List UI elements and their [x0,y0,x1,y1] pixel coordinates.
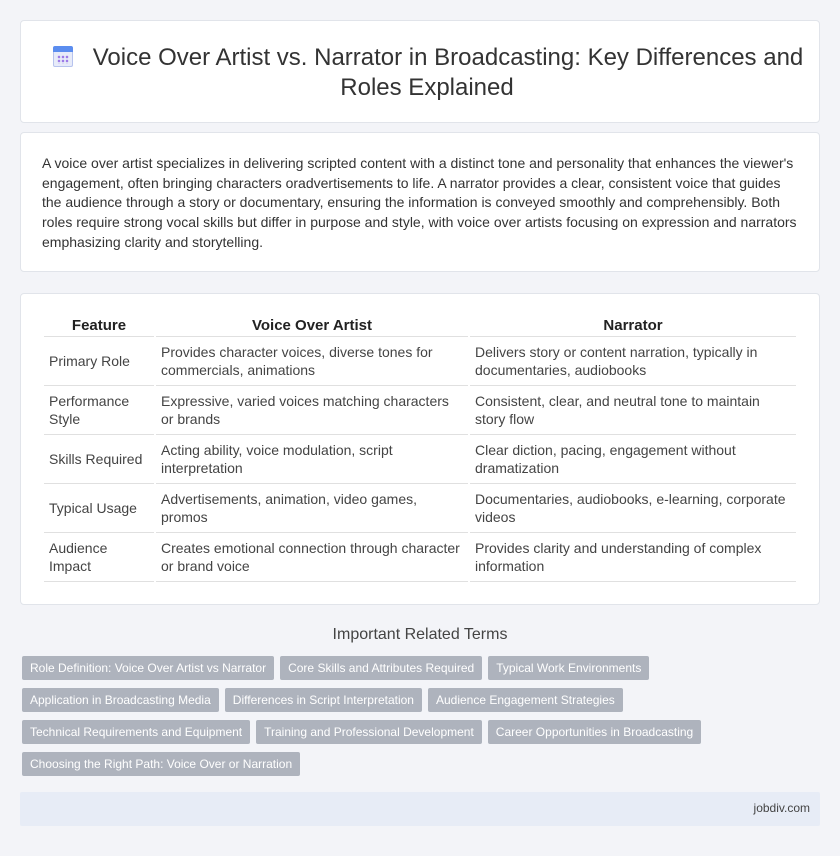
row-voice-over-artist: Creates emotional connection through character or brand voice [156,533,468,582]
table-row [44,484,796,533]
related-terms-heading: Important Related Terms [332,626,508,643]
related-term-tag[interactable]: Differences in Script Interpretation [225,688,422,712]
comparison-table [42,315,798,582]
page-title [45,43,809,103]
row-voice-over-artist: Advertisements, animation, video games, promos [156,484,468,533]
related-terms-list [22,656,722,776]
table-row [44,435,796,484]
footer [20,792,820,826]
row-narrator: Provides clarity and understanding of complex information [470,533,796,582]
row-voice-over-artist: Expressive, varied voices matching characters or brands [156,386,468,435]
table-header-row [44,315,796,337]
related-term-tag[interactable]: Technical Requirements and Equipment [22,720,250,744]
related-term-tag[interactable]: Role Definition: Voice Over Artist vs Narrator [22,656,274,680]
title-card [20,20,820,123]
related-term-tag[interactable]: Audience Engagement Strategies [428,688,623,712]
header-narrator: Narrator [470,315,796,337]
related-term-tag[interactable]: Application in Broadcasting Media [22,688,219,712]
table-row [44,386,796,435]
related-term-tag[interactable]: Training and Professional Development [256,720,482,744]
footer-site-name: jobdiv.com [753,801,810,815]
row-narrator: Documentaries, audiobooks, e-learning, corporate videos [470,484,796,533]
row-feature: Audience Impact [44,533,154,582]
row-feature: Performance Style [44,386,154,435]
related-term-tag[interactable]: Core Skills and Attributes Required [280,656,482,680]
comparison-card [20,293,820,605]
row-feature: Skills Required [44,435,154,484]
row-feature: Primary Role [44,337,154,386]
related-term-tag[interactable]: Typical Work Environments [488,656,649,680]
row-narrator: Delivers story or content narration, typically in documentaries, audiobooks [470,337,796,386]
row-narrator: Clear diction, pacing, engagement without dramatization [470,435,796,484]
related-term-tag[interactable]: Choosing the Right Path: Voice Over or Narration [22,752,300,776]
table-row [44,337,796,386]
intro-card [20,132,820,272]
calendar-grid-icon [51,45,73,67]
row-voice-over-artist: Provides character voices, diverse tones for commercials, animations [156,337,468,386]
row-feature: Typical Usage [44,484,154,533]
intro-paragraph: A voice over artist specializes in delivering scripted content with a distinct tone and personality that enhances the viewer's engagement, often bringing characters oradvertisements to life. A narrator provides a clear, consistent voice that guides the audience through a story or documentary, ensuring the information is conveyed smoothly and comprehensibly. Both roles require strong vocal skills but differ in purpose and style, with voice over artists focusing on expression and narrators emphasizing clarity and storytelling. [42,155,797,250]
related-term-tag[interactable]: Career Opportunities in Broadcasting [488,720,701,744]
table-row [44,533,796,582]
row-narrator: Consistent, clear, and neutral tone to maintain story flow [470,386,796,435]
row-voice-over-artist: Acting ability, voice modulation, script interpretation [156,435,468,484]
page-title-text: Voice Over Artist vs. Narrator in Broadcasting: Key Differences and Roles Explained [92,44,804,101]
header-voice-over-artist: Voice Over Artist [156,315,468,337]
header-feature: Feature [44,315,154,337]
